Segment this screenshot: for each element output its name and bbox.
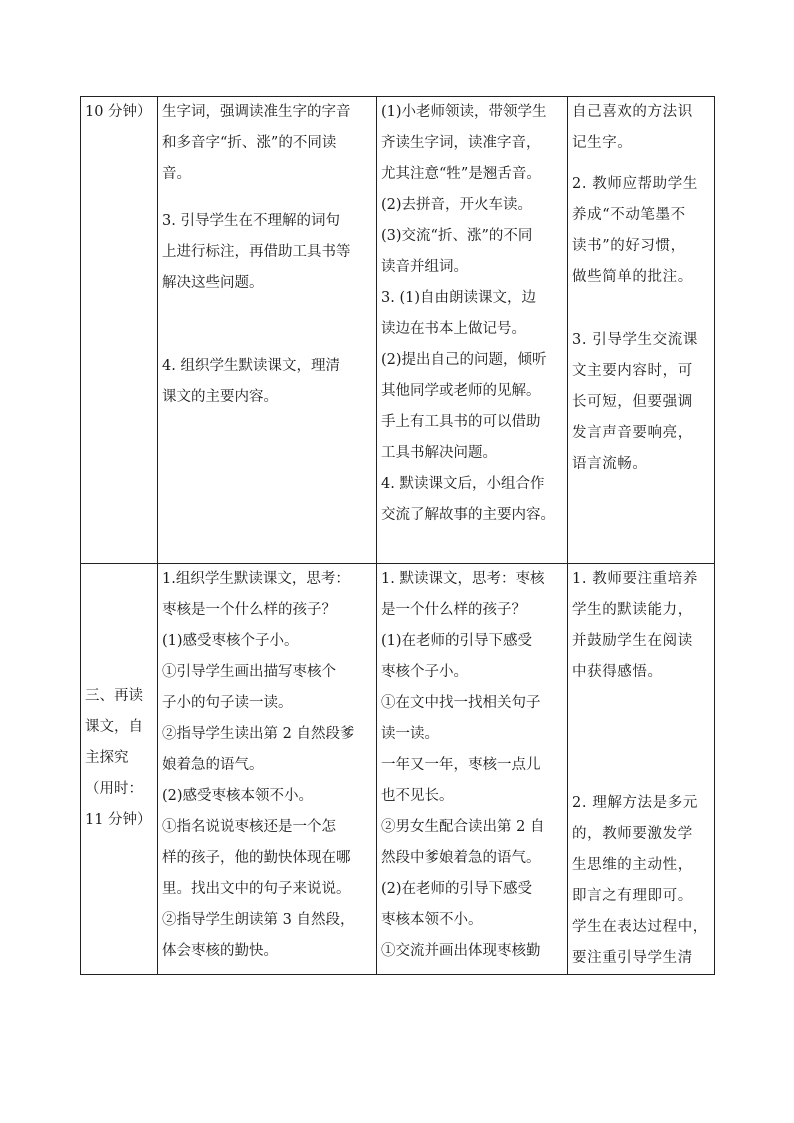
design-line: 2. 教师应帮助学生 (572, 176, 698, 192)
teacher-line: ②指导学生朗读第 3 自然段， (162, 912, 355, 928)
student-line: 一年又一年，枣核一点儿 (381, 757, 541, 773)
teacher-line: 体会枣核的勤快。 (162, 943, 278, 959)
teacher-line: 上进行标注，再借助工具书等 (162, 244, 351, 260)
teacher-line: (1)感受枣核个子小。 (162, 633, 299, 649)
design-line: 要注重引导学生清 (572, 950, 693, 966)
teacher-line: 生字词，强调读准生字的字音 (162, 104, 351, 120)
teacher-line: 里。找出文中的句子来说说。 (162, 881, 351, 897)
design-line: 1. 教师要注重培养 (572, 571, 698, 587)
design-line: 即言之有理即可。 (572, 888, 693, 904)
teacher-line: 样的孩子，他的勤快体现在哪 (162, 850, 351, 866)
student-line: 手上有工具书的可以借助 (381, 414, 541, 430)
design-line: 发言声音要响亮， (572, 425, 693, 441)
table-row (81, 97, 715, 564)
teacher-line: ①引导学生画出描写枣核个 (162, 664, 336, 680)
teacher-line: 3. 引导学生在不理解的词句 (162, 213, 340, 229)
design-line: 自己喜欢的方法识 (572, 104, 693, 120)
student-line: (1)在老师的引导下感受 (381, 633, 533, 649)
design-line: 学生的默读能力， (572, 602, 693, 618)
student-line: ②男女生配合读出第 2 自 (381, 819, 545, 835)
student-line: (2)提出自己的问题，倾听 (381, 352, 547, 368)
stage-cell (81, 564, 158, 975)
design-intent-cell (568, 97, 715, 564)
design-line: 长可短，但要强调 (572, 394, 693, 410)
student-line: 尤其注意“牲”是翘舌音。 (381, 166, 541, 182)
design-line: 读书”的好习惯， (572, 238, 686, 254)
student-line: ①在文中找一找相关句子 (381, 695, 541, 711)
teacher-line: 和多音字“折、涨”的不同读 (162, 135, 337, 151)
student-line: 读音并组词。 (381, 259, 468, 275)
stage-text: 10 分钟） (85, 104, 152, 120)
teacher-line: (2)感受枣核本领不小。 (162, 788, 314, 804)
design-line: 文主要内容时，可 (572, 363, 693, 379)
student-line: 枣核本领不小。 (381, 912, 483, 928)
design-line: 记生字。 (572, 135, 633, 151)
student-line: 1. 默读课文，思考：枣核 (381, 571, 545, 587)
teacher-activity-cell (158, 564, 377, 975)
teacher-line: 枣核是一个什么样的孩子？ (162, 602, 336, 618)
student-line: (3)交流“折、涨”的不同 (381, 228, 533, 244)
design-line: 生思维的主动性， (572, 857, 693, 873)
design-line: 养成“不动笔墨不 (572, 207, 686, 223)
student-line: 交流了解故事的主要内容。 (381, 507, 555, 523)
teacher-line: 课文的主要内容。 (162, 389, 278, 405)
teacher-line: 子小的句子读一读。 (162, 695, 293, 711)
stage-cell (81, 97, 158, 564)
student-line: 齐读生字词，读准字音， (381, 135, 541, 151)
lesson-plan-table (80, 96, 715, 975)
student-line: 其他同学或老师的见解。 (381, 383, 541, 399)
student-line: (2)在老师的引导下感受 (381, 881, 533, 897)
student-line: 枣核个子小。 (381, 664, 468, 680)
student-line: 工具书解决问题。 (381, 445, 497, 461)
student-line: 读边在书本上做记号。 (381, 321, 526, 337)
stage-text: 主探究 (85, 750, 129, 766)
teacher-line: 娘着急的语气。 (162, 757, 264, 773)
teacher-activity-cell (158, 97, 377, 564)
stage-text: 三、再读 (85, 688, 143, 704)
design-intent-cell (568, 564, 715, 975)
design-line: 的，教师要激发学 (572, 826, 693, 842)
student-line: 也不见长。 (381, 788, 454, 804)
table-row (81, 564, 715, 975)
student-line: ①交流并画出体现枣核勤 (381, 943, 541, 959)
student-line: 读一读。 (381, 726, 439, 742)
design-line: 并鼓励学生在阅读 (572, 633, 693, 649)
student-activity-cell (377, 564, 568, 975)
teacher-line: ①指名说说枣核还是一个怎 (162, 819, 336, 835)
design-line: 做些简单的批注。 (572, 269, 693, 285)
stage-text: （用时： (85, 781, 143, 797)
teacher-line: ②指导学生读出第 2 自然段爹 (162, 726, 355, 742)
student-line: (1)小老师领读，带领学生 (381, 104, 547, 120)
student-line: (2)去拼音，开火车读。 (381, 197, 533, 213)
teacher-line: 解决这些问题。 (162, 275, 264, 291)
student-line: 4. 默读课文后，小组合作 (381, 476, 545, 492)
student-line: 3. (1)自由朗读课文，边 (381, 290, 536, 306)
student-line: 然段中爹娘着急的语气。 (381, 850, 541, 866)
design-line: 2. 理解方法是多元 (572, 795, 698, 811)
design-line: 语言流畅。 (572, 456, 648, 472)
design-line: 中获得感悟。 (572, 664, 663, 680)
teacher-line: 1.组织学生默读课文，思考： (162, 571, 350, 587)
stage-text: 11 分钟） (85, 812, 152, 828)
student-activity-cell (377, 97, 568, 564)
teacher-line: 音。 (162, 166, 191, 182)
design-line: 学生在表达过程中， (572, 919, 708, 935)
stage-text: 课文，自 (85, 719, 143, 735)
design-line: 3. 引导学生交流课 (572, 332, 698, 348)
student-line: 是一个什么样的孩子？ (381, 602, 526, 618)
teacher-line: 4. 组织学生默读课文，理清 (162, 358, 340, 374)
